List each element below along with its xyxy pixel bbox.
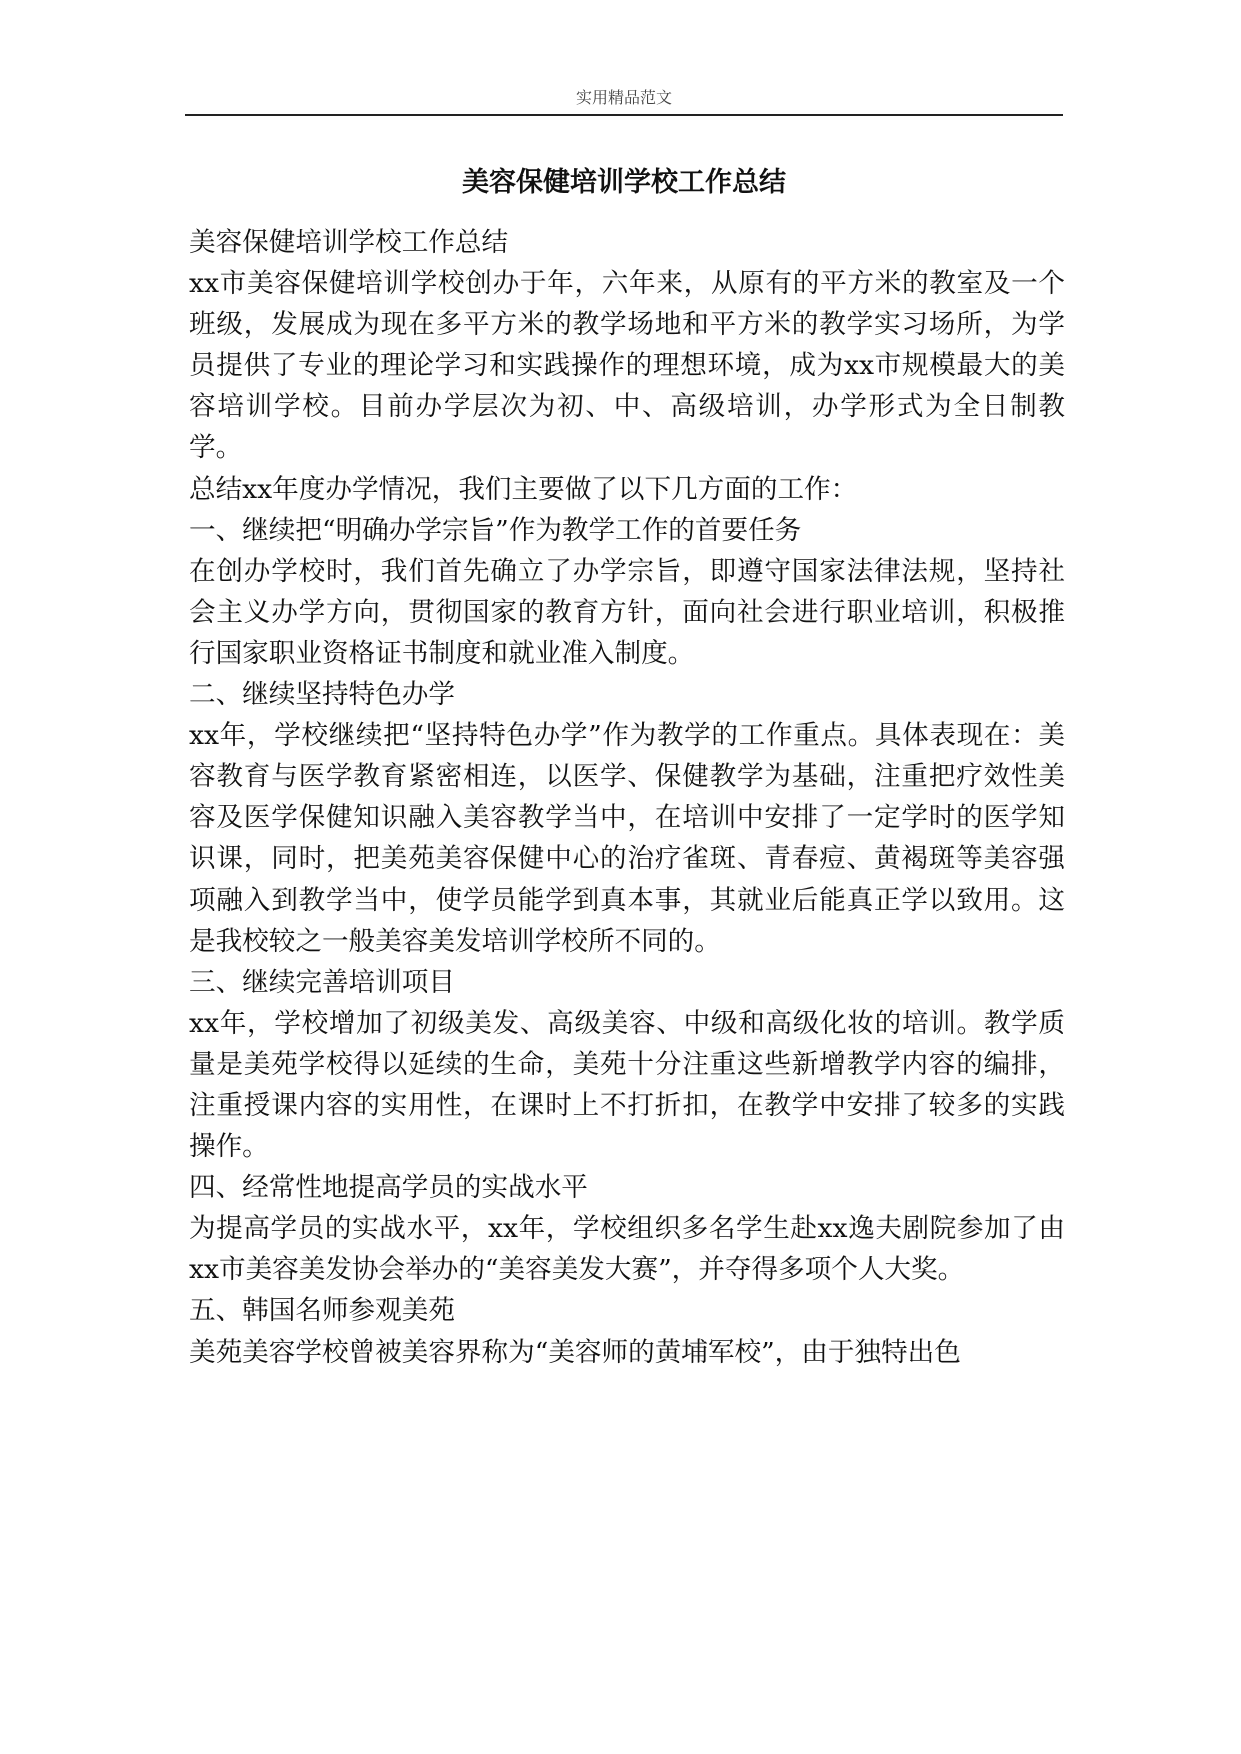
paragraph-section-5: 美苑美容学校曾被美容界称为“美容师的黄埔军校”，由于独特出色 <box>189 1336 961 1368</box>
paragraph-section-3: xx年，学校增加了初级美发、高级美容、中级和高级化妆的培训。教学质量是美苑学校得以延续的生命，美苑十分注重这些新增教学内容的编排，注重授课内容的实用性，在课时上不打折扣，在教学中安排了较多的实践操作。 <box>189 1007 1065 1163</box>
paragraph-intro: xx市美容保健培训学校创办于年，六年来，从原有的平方米的教室及一个班级，发展成为现在多平方米的教学场地和平方米的教学实习场所，为学员提供了专业的理论学习和实践操作的理想环境，成为xx市规模最大的美容培训学校。目前办学层次为初、中、高级培训，办学形式为全日制教学。 <box>189 268 1065 464</box>
paragraph-section-1: 在创办学校时，我们首先确立了办学宗旨，即遵守国家法律法规，坚持社会主义办学方向，贯彻国家的教育方针，面向社会进行职业培训，积极推行国家职业资格证书制度和就业准入制度。 <box>189 555 1065 669</box>
section-heading-4: 四、经常性地提高学员的实战水平 <box>189 1172 588 1204</box>
paragraph-summary-lead: 总结xx年度办学情况，我们主要做了以下几方面的工作： <box>189 473 858 505</box>
paragraph-section-2: xx年，学校继续把“坚持特色办学”作为教学的工作重点。具体表现在：美容教育与医学教育紧密相连，以医学、保健教学为基础，注重把疗效性美容及医学保健知识融入美容教学当中，在培训中安排了一定学时的医学知识课，同时，把美苑美容保健中心的治疗雀斑、青春痘、黄褐斑等美容强项融入到教学当中，使学员能学到真本事，其就业后能真正学以致用。这是我校较之一般美容美发培训学校所不同的。 <box>189 720 1065 957</box>
document-title: 美容保健培训学校工作总结 <box>462 167 786 198</box>
section-heading-2: 二、继续坚持特色办学 <box>189 679 455 711</box>
paragraph-subtitle: 美容保健培训学校工作总结 <box>189 227 509 258</box>
section-heading-5: 五、韩国名师参观美苑 <box>189 1295 455 1327</box>
header-divider <box>185 114 1063 116</box>
document-body <box>189 222 1065 1373</box>
section-heading-1: 一、继续把“明确办学宗旨”作为教学工作的首要任务 <box>189 514 802 546</box>
paragraph-section-4: 为提高学员的实战水平，xx年，学校组织多名学生赴xx逸夫剧院参加了由xx市美容美发协会举办的“美容美发大赛”，并夺得多项个人大奖。 <box>189 1213 1065 1286</box>
page-header: 实用精品范文 <box>575 88 672 107</box>
section-heading-3: 三、继续完善培训项目 <box>189 966 455 998</box>
